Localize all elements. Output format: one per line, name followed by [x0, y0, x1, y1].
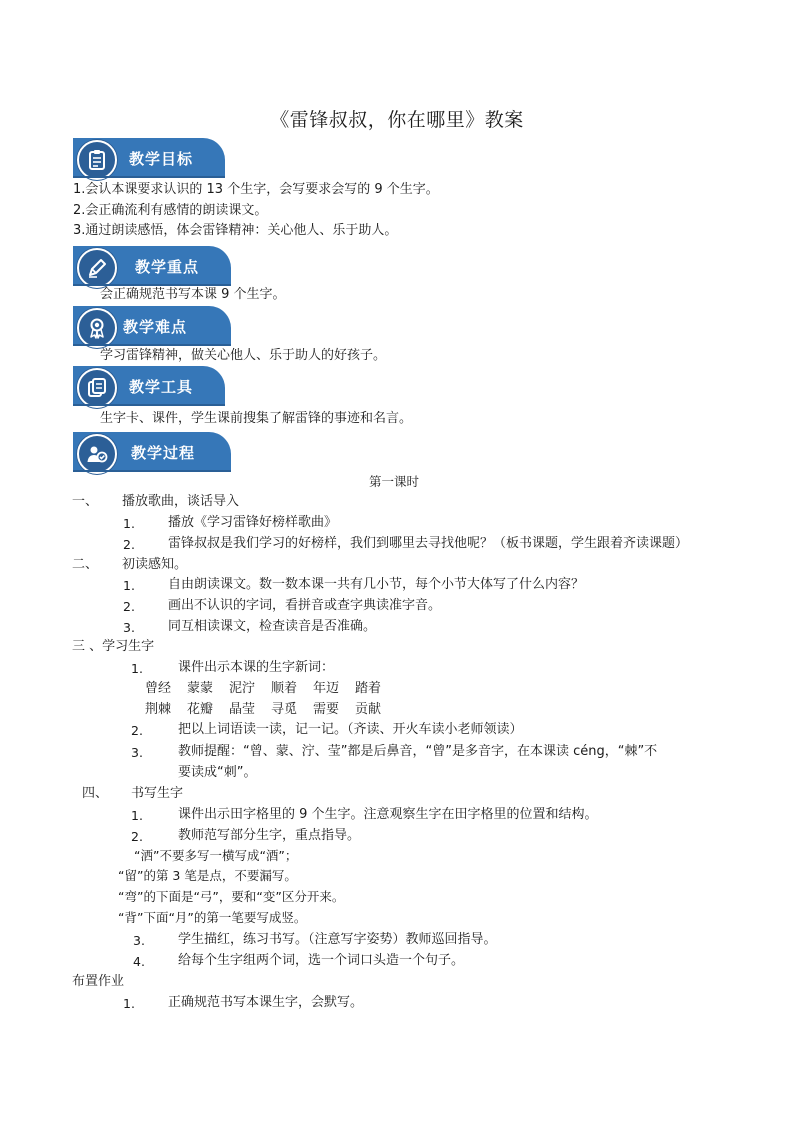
part2-item3-num: 3.: [123, 620, 135, 635]
word-2: 蒙蒙: [187, 681, 214, 696]
note-4: “背”下面“月”的第一笔要写成竖。: [118, 910, 307, 925]
part3-item3: 教师提醒：“曾、蒙、泞、莹”都是后鼻音，“曾”是多音字，在本课读 céng，“棘”不: [178, 744, 658, 759]
homework-title: 布置作业: [72, 974, 125, 989]
word-12: 贡献: [355, 702, 382, 717]
part4-item4-num: 4.: [133, 954, 145, 969]
clipboard-icon: [77, 140, 117, 180]
part4-item2: 教师范写部分生字，重点指导。: [178, 828, 361, 843]
part4-item3: 学生描红，练习书写。（注意写字姿势）教师巡回指导。: [178, 932, 497, 947]
part2-item1-num: 1.: [123, 578, 135, 593]
part2-title: 初读感知。: [122, 557, 188, 572]
part1-item2-num: 2.: [123, 537, 135, 552]
lesson-heading: 第一课时: [369, 474, 420, 489]
part4-number: 四、: [82, 786, 109, 801]
goal-2: 2.会正确流利有感情的朗读课文。: [73, 203, 268, 218]
tools-text: 生字卡、课件，学生课前搜集了解雷锋的事迹和名言。: [100, 411, 413, 426]
part4-item2-num: 2.: [131, 829, 143, 844]
page-title: 《雷锋叔叔，你在哪里》教案: [270, 109, 524, 131]
part2-item2: 画出不认识的字词，看拼音或查字典读准字音。: [168, 598, 442, 613]
part2-item3: 同互相读课文，检查读音是否准确。: [168, 619, 377, 634]
word-4: 顺着: [271, 681, 298, 696]
people-icon: [77, 434, 117, 474]
section-banner-difficult: [73, 306, 231, 346]
part3-item1-num: 1.: [131, 661, 143, 676]
section-title-goals: 教学目标: [129, 150, 194, 168]
section-title-process: 教学过程: [131, 444, 196, 462]
part4-item1-num: 1.: [131, 808, 143, 823]
part3-item1: 课件出示本课的生字新词：: [178, 660, 335, 675]
part3-item2: 把以上词语读一读，记一记。（齐读、开火车读小老师领读）: [178, 722, 523, 737]
part1-item1-num: 1.: [123, 516, 135, 531]
note-2: “留”的第 3 笔是点，不要漏写。: [118, 868, 297, 883]
note-1: “洒”不要多写一横写成“酒”；: [134, 848, 298, 863]
part3-item3-cont: 要读成“刺”。: [178, 765, 257, 780]
word-7: 荆棘: [145, 702, 172, 717]
part4-item3-num: 3.: [133, 933, 145, 948]
section-title-key: 教学重点: [135, 258, 200, 276]
word-8: 花瓣: [187, 702, 214, 717]
section-banner-process: [73, 432, 231, 472]
part1-number: 一、: [72, 494, 99, 509]
word-10: 寻觅: [271, 702, 298, 717]
part3-title: 三 、学习生字: [72, 639, 155, 654]
part1-item1: 播放《学习雷锋好榜样歌曲》: [168, 515, 338, 530]
word-3: 泥泞: [229, 681, 256, 696]
part4-item1: 课件出示田字格里的 9 个生字。注意观察生字在田字格里的位置和结构。: [178, 807, 598, 822]
part3-item3-num: 3.: [131, 745, 143, 760]
part3-item2-num: 2.: [131, 723, 143, 738]
word-11: 需要: [313, 702, 340, 717]
word-5: 年迈: [313, 681, 340, 696]
section-title-difficult: 教学难点: [123, 318, 188, 336]
part1-title: 播放歌曲，谈话导入: [122, 494, 240, 509]
word-6: 踏着: [355, 681, 382, 696]
goal-1: 1.会认本课要求认识的 13 个生字，会写要求会写的 9 个生字。: [73, 182, 439, 197]
part2-number: 二、: [72, 557, 99, 572]
award-icon: [77, 308, 117, 348]
part4-title: 书写生字: [131, 786, 184, 801]
section-banner-key: [73, 246, 231, 286]
difficult-text: 学习雷锋精神，做关心他人、乐于助人的好孩子。: [100, 348, 387, 363]
section-title-tools: 教学工具: [129, 378, 194, 396]
part2-item2-num: 2.: [123, 599, 135, 614]
word-1: 曾经: [145, 681, 172, 696]
key-text: 会正确规范书写本课 9 个生字。: [100, 287, 286, 302]
homework-item1: 正确规范书写本课生字，会默写。: [168, 995, 364, 1010]
part2-item1: 自由朗读课文。数一数本课一共有几小节，每个小节大体写了什么内容？: [168, 577, 585, 592]
part1-item2: 雷锋叔叔是我们学习的好榜样，我们到哪里去寻找他呢？（板书课题，学生跟着齐读课题）: [168, 536, 689, 551]
homework-item1-num: 1.: [123, 996, 135, 1011]
section-banner-tools: [73, 366, 225, 406]
section-banner-goals: [73, 138, 225, 178]
note-3: “弯”的下面是“弓”，要和“变”区分开来。: [118, 889, 345, 904]
tools-icon: [77, 368, 117, 408]
goal-3: 3.通过朗读感悟，体会雷锋精神：关心他人、乐于助人。: [73, 223, 398, 238]
word-9: 晶莹: [229, 702, 256, 717]
part4-item4: 给每个生字组两个词，选一个词口头造一个句子。: [178, 953, 465, 968]
pencil-icon: [77, 248, 117, 288]
